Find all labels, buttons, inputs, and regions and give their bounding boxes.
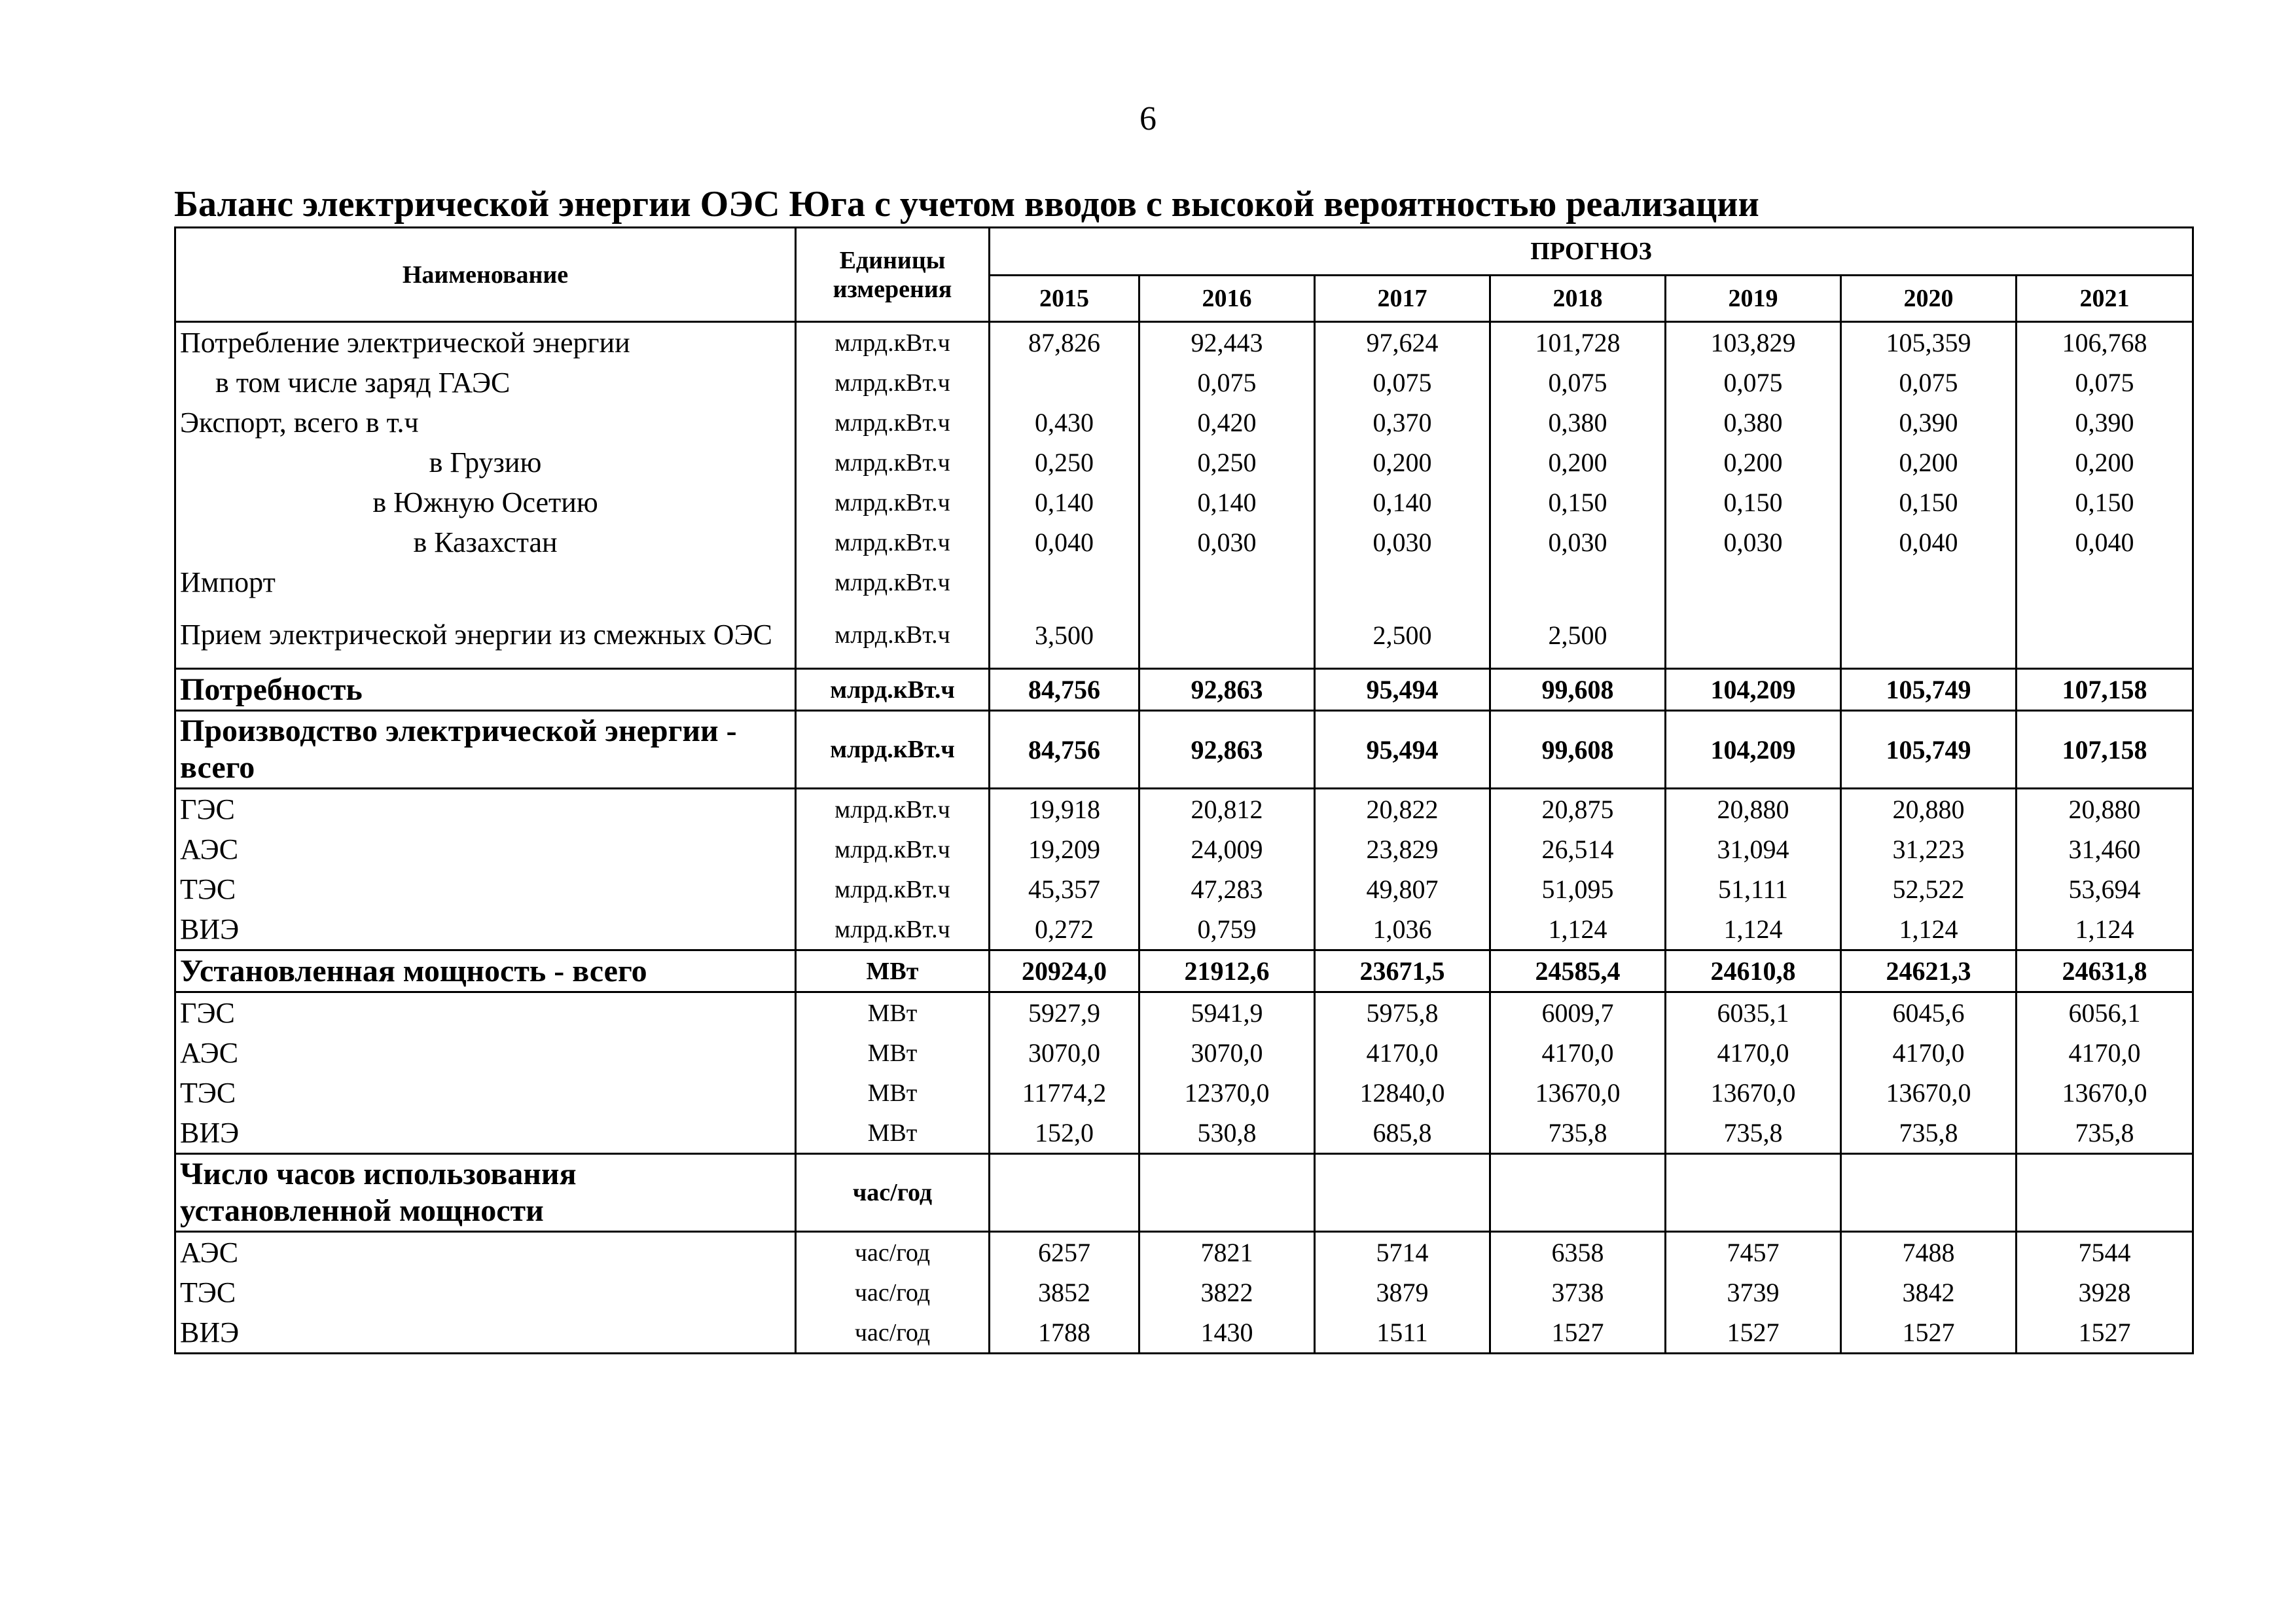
row-value: 52,522 [1841,869,2017,909]
row-value: 4170,0 [1841,1033,2017,1073]
row-value: 20924,0 [990,950,1139,992]
row-unit: час/год [796,1272,990,1312]
row-name: ВИЭ [175,909,796,950]
row-value: 31,223 [1841,829,2017,869]
row-name: ТЭС [175,1272,796,1312]
document-title: Баланс электрической энергии ОЭС Юга с учетом вводов с высокой вероятностью реализации [174,184,1759,225]
row-value: 92,863 [1139,669,1315,711]
row-value: 47,283 [1139,869,1315,909]
table-row [175,829,2193,869]
row-value: 2,500 [1315,602,1490,669]
row-value: 92,443 [1139,322,1315,363]
row-value: 24621,3 [1841,950,2017,992]
row-value: 0,250 [1139,442,1315,482]
row-value [990,562,1139,602]
row-value: 3738 [1490,1272,1666,1312]
row-value: 97,624 [1315,322,1490,363]
row-value: 84,756 [990,711,1139,789]
row-value: 13670,0 [1490,1073,1666,1113]
row-value: 19,209 [990,829,1139,869]
row-value: 1,124 [2017,909,2193,950]
row-unit: млрд.кВт.ч [796,322,990,363]
row-value: 87,826 [990,322,1139,363]
table-row [175,1113,2193,1154]
row-value: 20,880 [1841,789,2017,830]
row-value: 5941,9 [1139,992,1315,1034]
row-value: 99,608 [1490,669,1666,711]
table-row [175,1272,2193,1312]
row-value: 0,030 [1139,522,1315,562]
row-value: 99,608 [1490,711,1666,789]
row-value: 5714 [1315,1232,1490,1273]
row-value: 105,359 [1841,322,2017,363]
row-value [1666,602,1841,669]
row-unit: млрд.кВт.ч [796,363,990,403]
row-value: 7544 [2017,1232,2193,1273]
table-row [175,363,2193,403]
row-value [1315,1154,1490,1232]
row-value: 0,380 [1666,403,1841,442]
table-row [175,1312,2193,1354]
row-unit: час/год [796,1154,990,1232]
row-name: ГЭС [175,789,796,830]
row-value [990,1154,1139,1232]
row-value: 1,124 [1490,909,1666,950]
row-value: 13670,0 [2017,1073,2193,1113]
row-value: 107,158 [2017,669,2193,711]
row-value: 7821 [1139,1232,1315,1273]
row-value: 20,822 [1315,789,1490,830]
row-value: 6035,1 [1666,992,1841,1034]
row-value: 0,430 [990,403,1139,442]
row-value: 20,880 [1666,789,1841,830]
energy-balance-table [174,226,2194,1354]
row-value: 1511 [1315,1312,1490,1354]
row-value: 51,095 [1490,869,1666,909]
row-value: 1527 [1490,1312,1666,1354]
row-value: 7457 [1666,1232,1841,1273]
row-value: 13670,0 [1841,1073,2017,1113]
row-value: 0,040 [1841,522,2017,562]
row-value: 0,150 [1666,482,1841,522]
row-value: 5975,8 [1315,992,1490,1034]
row-value: 0,075 [1841,363,2017,403]
row-value: 6257 [990,1232,1139,1273]
row-value: 1788 [990,1312,1139,1354]
row-value: 12370,0 [1139,1073,1315,1113]
row-value: 530,8 [1139,1113,1315,1154]
row-value: 0,200 [1841,442,2017,482]
row-value: 0,150 [2017,482,2193,522]
row-value [990,363,1139,403]
row-value: 0,150 [1490,482,1666,522]
row-unit: МВт [796,1033,990,1073]
row-value: 24,009 [1139,829,1315,869]
row-name: ВИЭ [175,1113,796,1154]
row-value: 0,420 [1139,403,1315,442]
row-value: 0,075 [1139,363,1315,403]
row-value: 1527 [2017,1312,2193,1354]
row-value: 0,200 [1315,442,1490,482]
row-value: 0,272 [990,909,1139,950]
table-row [175,562,2193,602]
row-value [1490,1154,1666,1232]
row-value: 24631,8 [2017,950,2193,992]
row-value: 3822 [1139,1272,1315,1312]
row-value: 31,094 [1666,829,1841,869]
row-value: 26,514 [1490,829,1666,869]
row-value: 19,918 [990,789,1139,830]
row-name: в том числе заряд ГАЭС [175,363,796,403]
row-value: 0,030 [1315,522,1490,562]
row-value: 0,040 [2017,522,2193,562]
row-value: 0,759 [1139,909,1315,950]
table-row [175,1073,2193,1113]
row-value [2017,1154,2193,1232]
table-row [175,1232,2193,1273]
row-value: 24585,4 [1490,950,1666,992]
row-value [1841,602,2017,669]
row-value: 0,140 [1139,482,1315,522]
header-name: Наименование [175,228,796,322]
row-value: 0,390 [2017,403,2193,442]
header-year: 2016 [1139,276,1315,322]
row-value: 51,111 [1666,869,1841,909]
row-value [2017,562,2193,602]
header-year: 2021 [2017,276,2193,322]
row-value: 0,030 [1666,522,1841,562]
row-value [1139,1154,1315,1232]
row-value: 0,200 [1666,442,1841,482]
table-row [175,711,2193,789]
row-value: 12840,0 [1315,1073,1490,1113]
row-value: 6358 [1490,1232,1666,1273]
row-value: 20,812 [1139,789,1315,830]
row-name: ТЭС [175,1073,796,1113]
row-value: 1430 [1139,1312,1315,1354]
row-name: Производство электрической энергии - всего [175,711,796,789]
row-unit: час/год [796,1232,990,1273]
row-value: 53,694 [2017,869,2193,909]
header-unit: Единицы измерения [796,228,990,322]
table-row [175,950,2193,992]
row-value: 3,500 [990,602,1139,669]
row-value: 1527 [1841,1312,2017,1354]
row-name: в Казахстан [175,522,796,562]
row-value: 3928 [2017,1272,2193,1312]
row-value: 1527 [1666,1312,1841,1354]
row-unit: млрд.кВт.ч [796,562,990,602]
row-name: в Южную Осетию [175,482,796,522]
table-row [175,1033,2193,1073]
row-value [1490,562,1666,602]
table-row [175,442,2193,482]
row-value: 92,863 [1139,711,1315,789]
row-value: 95,494 [1315,669,1490,711]
row-value: 0,150 [1841,482,2017,522]
row-value [1666,1154,1841,1232]
row-value: 735,8 [1666,1113,1841,1154]
row-name: Потребность [175,669,796,711]
table-row [175,992,2193,1034]
row-value: 6056,1 [2017,992,2193,1034]
header-year: 2015 [990,276,1139,322]
row-value: 152,0 [990,1113,1139,1154]
row-unit: млрд.кВт.ч [796,669,990,711]
row-value: 0,200 [2017,442,2193,482]
row-value: 6045,6 [1841,992,2017,1034]
row-unit: млрд.кВт.ч [796,869,990,909]
row-value [1139,562,1315,602]
row-value: 0,380 [1490,403,1666,442]
row-name: в Грузию [175,442,796,482]
row-value: 0,370 [1315,403,1490,442]
row-value: 1,124 [1666,909,1841,950]
row-unit: млрд.кВт.ч [796,602,990,669]
row-value: 104,209 [1666,711,1841,789]
row-value: 95,494 [1315,711,1490,789]
header-year: 2019 [1666,276,1841,322]
row-value: 49,807 [1315,869,1490,909]
row-value: 0,250 [990,442,1139,482]
row-value: 7488 [1841,1232,2017,1273]
row-unit: час/год [796,1312,990,1354]
row-value: 3070,0 [1139,1033,1315,1073]
row-unit: млрд.кВт.ч [796,442,990,482]
table-row [175,669,2193,711]
row-unit: млрд.кВт.ч [796,909,990,950]
row-value: 3879 [1315,1272,1490,1312]
row-value: 23,829 [1315,829,1490,869]
row-unit: млрд.кВт.ч [796,403,990,442]
row-value: 4170,0 [1315,1033,1490,1073]
row-value: 0,075 [1490,363,1666,403]
row-value: 104,209 [1666,669,1841,711]
row-name: Потребление электрической энергии [175,322,796,363]
row-value: 4170,0 [2017,1033,2193,1073]
row-name: АЭС [175,829,796,869]
row-value: 735,8 [1841,1113,2017,1154]
row-value [1315,562,1490,602]
row-value [1841,1154,2017,1232]
row-value: 3842 [1841,1272,2017,1312]
row-name: Число часов использования установленной мощности [175,1154,796,1232]
row-value: 20,875 [1490,789,1666,830]
row-value [1841,562,2017,602]
row-unit: млрд.кВт.ч [796,789,990,830]
row-value: 105,749 [1841,711,2017,789]
table-row [175,869,2193,909]
row-value: 11774,2 [990,1073,1139,1113]
row-unit: МВт [796,950,990,992]
row-value: 0,140 [990,482,1139,522]
row-value: 3852 [990,1272,1139,1312]
row-unit: МВт [796,1073,990,1113]
row-value: 84,756 [990,669,1139,711]
row-value: 685,8 [1315,1113,1490,1154]
row-value: 0,140 [1315,482,1490,522]
row-value: 106,768 [2017,322,2193,363]
row-value: 21912,6 [1139,950,1315,992]
row-name: АЭС [175,1033,796,1073]
row-value: 105,749 [1841,669,2017,711]
row-value: 1,036 [1315,909,1490,950]
row-value [1666,562,1841,602]
row-value: 1,124 [1841,909,2017,950]
row-value: 0,075 [2017,363,2193,403]
row-name: Прием электрической энергии из смежных ОЭС [175,602,796,669]
row-value: 735,8 [2017,1113,2193,1154]
table-row [175,482,2193,522]
header-year: 2018 [1490,276,1666,322]
row-name: Импорт [175,562,796,602]
row-name: ГЭС [175,992,796,1034]
row-unit: млрд.кВт.ч [796,829,990,869]
row-value: 4170,0 [1666,1033,1841,1073]
row-value: 0,200 [1490,442,1666,482]
row-value: 45,357 [990,869,1139,909]
row-value: 107,158 [2017,711,2193,789]
table-row [175,909,2193,950]
table-row [175,403,2193,442]
table-row [175,602,2193,669]
row-name: ТЭС [175,869,796,909]
row-value: 3739 [1666,1272,1841,1312]
row-value [1139,602,1315,669]
row-value: 0,075 [1666,363,1841,403]
row-value: 101,728 [1490,322,1666,363]
row-unit: МВт [796,1113,990,1154]
row-value: 103,829 [1666,322,1841,363]
row-name: ВИЭ [175,1312,796,1354]
row-value: 0,390 [1841,403,2017,442]
row-value: 24610,8 [1666,950,1841,992]
row-value: 4170,0 [1490,1033,1666,1073]
row-value: 735,8 [1490,1113,1666,1154]
row-value: 6009,7 [1490,992,1666,1034]
row-value: 5927,9 [990,992,1139,1034]
row-value: 31,460 [2017,829,2193,869]
table-row [175,522,2193,562]
table-row [175,789,2193,830]
row-value: 0,040 [990,522,1139,562]
page-number: 6 [1139,100,1157,137]
row-unit: МВт [796,992,990,1034]
row-unit: млрд.кВт.ч [796,482,990,522]
header-forecast: ПРОГНОЗ [990,228,2193,276]
row-name: АЭС [175,1232,796,1273]
row-value: 23671,5 [1315,950,1490,992]
row-value: 0,075 [1315,363,1490,403]
row-value [2017,602,2193,669]
table-row [175,322,2193,363]
row-unit: млрд.кВт.ч [796,711,990,789]
table-row [175,1154,2193,1232]
row-value: 13670,0 [1666,1073,1841,1113]
header-year: 2017 [1315,276,1490,322]
row-value: 0,030 [1490,522,1666,562]
header-year: 2020 [1841,276,2017,322]
row-unit: млрд.кВт.ч [796,522,990,562]
row-name: Установленная мощность - всего [175,950,796,992]
row-value: 3070,0 [990,1033,1139,1073]
row-value: 20,880 [2017,789,2193,830]
row-name: Экспорт, всего в т.ч [175,403,796,442]
row-value: 2,500 [1490,602,1666,669]
